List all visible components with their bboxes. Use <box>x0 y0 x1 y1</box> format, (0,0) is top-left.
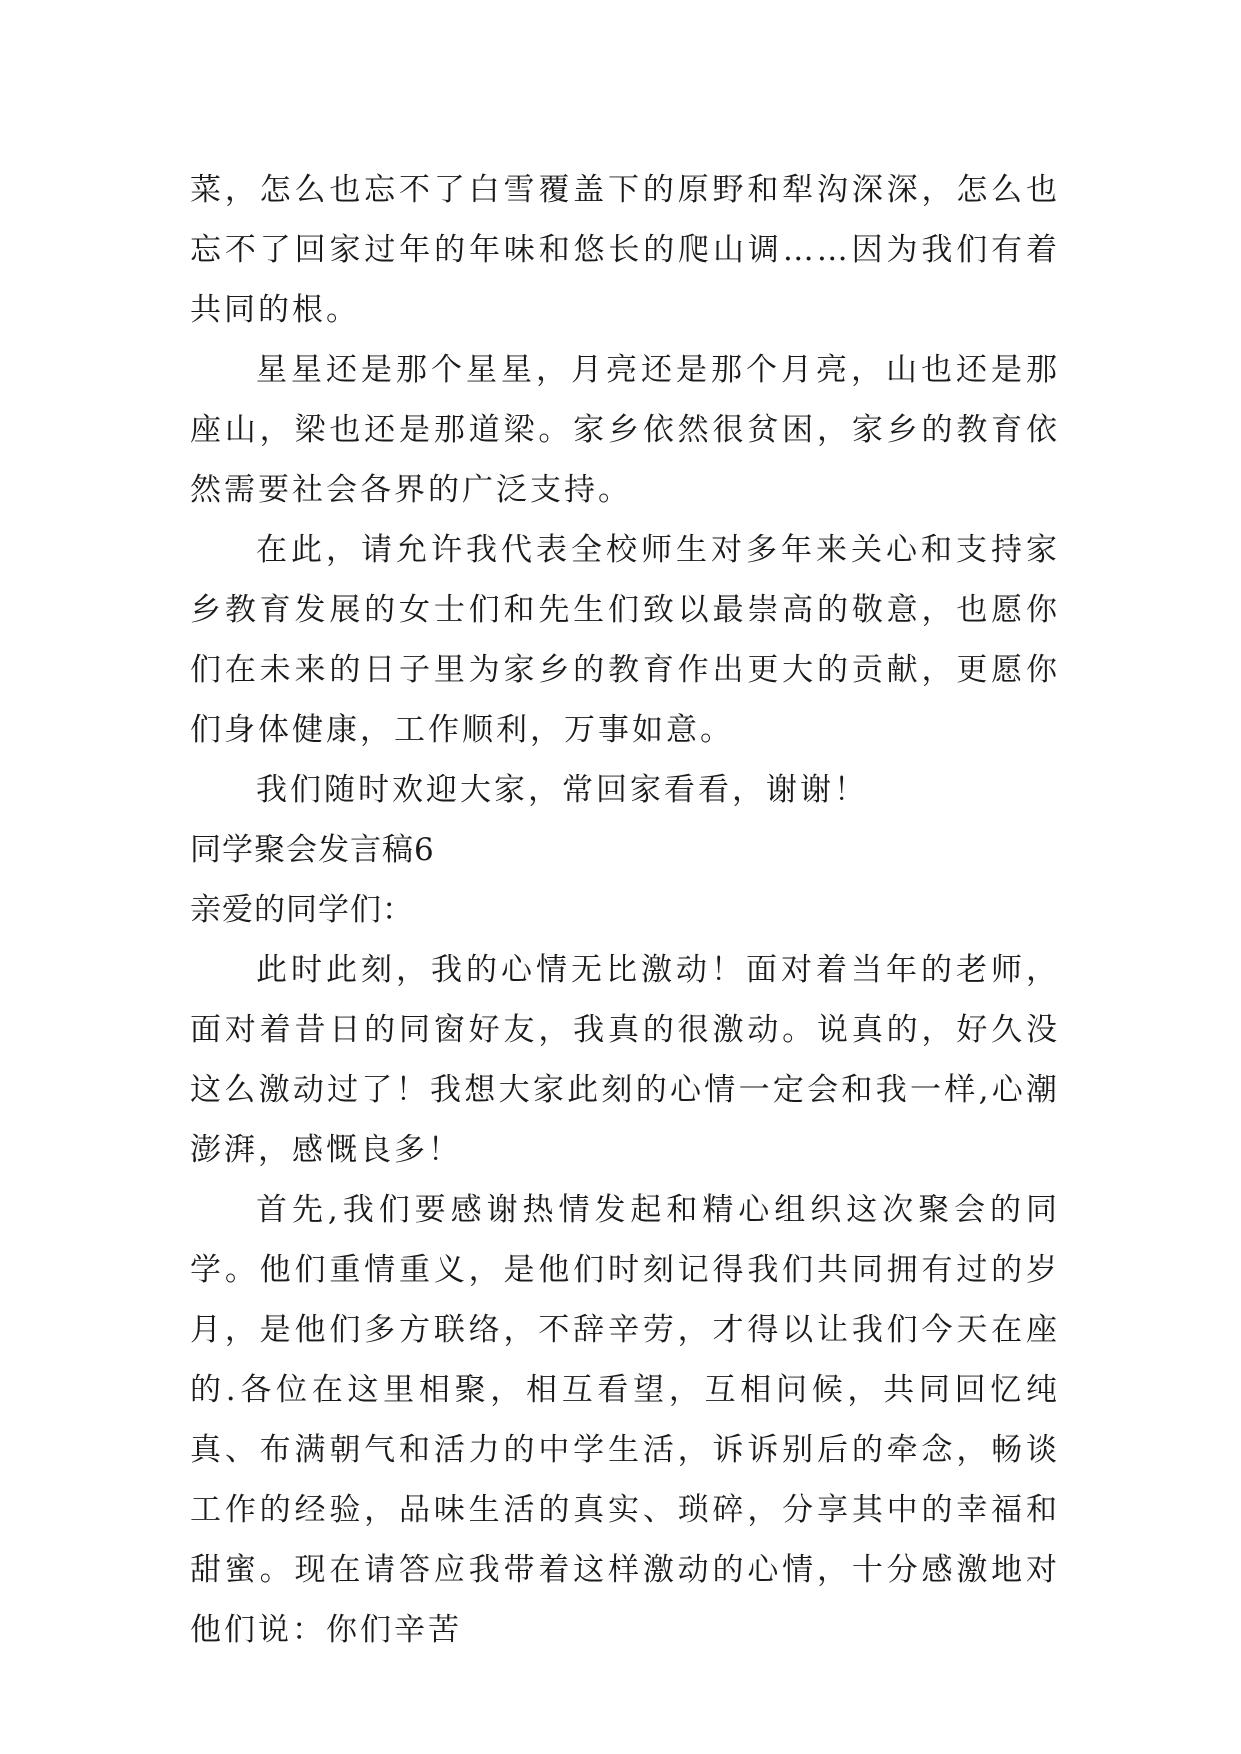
document-page <box>190 160 1060 1660</box>
section-title: 同学聚会发言稿6 <box>190 832 435 868</box>
paragraph-thanks: 首先,我们要感谢热情发起和精心组织这次聚会的同学。他们重情重义，是他们时刻记得我们共同拥有过的岁月，是他们多方联络，不辞辛劳，才得以让我们今天在座的.各位在这里相聚，相互看望，互相问候，共同回忆纯真、布满朝气和活力的中学生活，诉诉别后的牵念，畅谈工作的经验，品味生活的真实、琐碎，分享其中的幸福和甜蜜。现在请答应我带着这样激动的心情，十分感激地对他们说：你们辛苦 <box>190 1192 1060 1648</box>
paragraph-hometown: 星星还是那个星星，月亮还是那个月亮，山也还是那座山，梁也还是那道梁。家乡依然很贫困，家乡的教育依然需要社会各界的广泛支持。 <box>190 352 1060 508</box>
paragraph-continued: 菜，怎么也忘不了白雪覆盖下的原野和犁沟深深，怎么也忘不了回家过年的年味和悠长的爬山调……因为我们有着共同的根。 <box>190 172 1060 328</box>
paragraph-emotion: 此时此刻，我的心情无比激动！面对着当年的老师，面对着昔日的同窗好友，我真的很激动。说真的，好久没这么激动过了！我想大家此刻的心情一定会和我一样,心潮澎湃，感慨良多！ <box>190 952 1060 1168</box>
paragraph-gratitude: 在此，请允许我代表全校师生对多年来关心和支持家乡教育发展的女士们和先生们致以最崇高的敬意，也愿你们在未来的日子里为家乡的教育作出更大的贡献，更愿你们身体健康，工作顺利，万事如意。 <box>190 532 1060 748</box>
salutation: 亲爱的同学们： <box>190 892 414 928</box>
paragraph-welcome: 我们随时欢迎大家，常回家看看，谢谢！ <box>256 772 868 808</box>
